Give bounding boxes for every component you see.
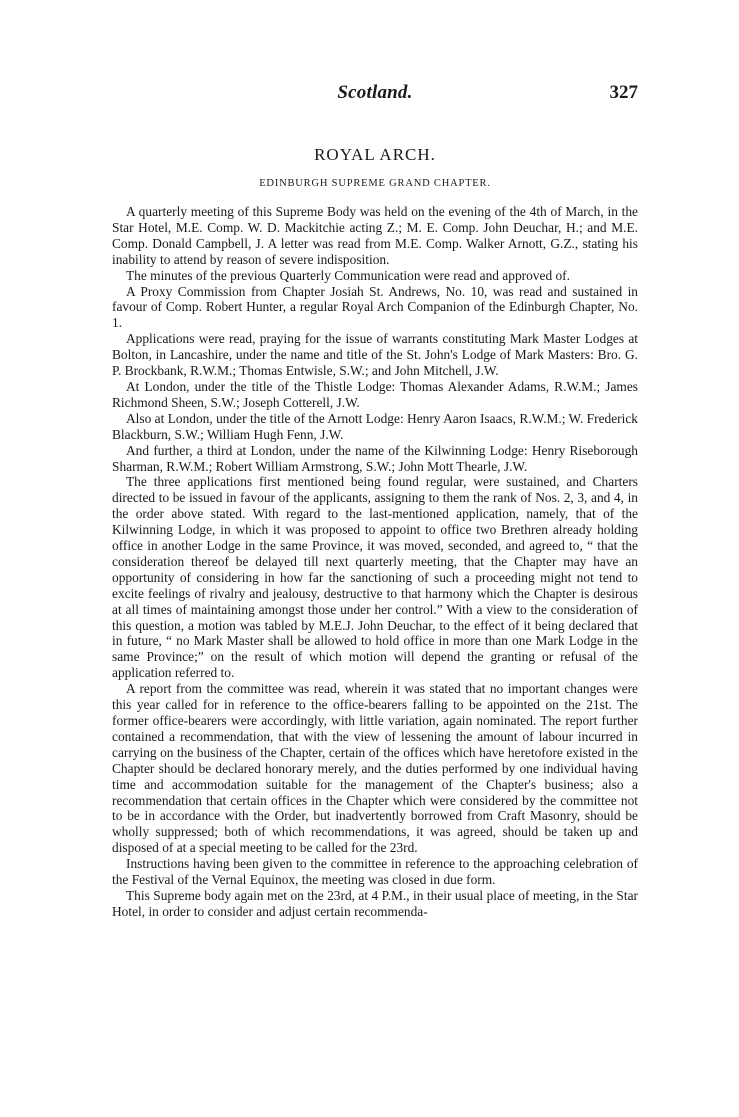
section-subtitle: EDINBURGH SUPREME GRAND CHAPTER. <box>259 178 491 189</box>
paragraph: And further, a third at London, under the name of the Kilwinning Lodge: Henry Riseborough Sharman, R.W.M.; Robert William Armstrong, S.W.; John Mott Thearle, J.W. <box>112 442 638 474</box>
paragraph: A quarterly meeting of this Supreme Body was held on the evening of the 4th of March, in the Star Hotel, M.E. Comp. W. D. Mackitchie acting Z.; M. E. Comp. John Deuchar, H.; and M.E. Comp. Donald Campbell, J. A letter was read from M.E. Comp. Walker Arnott, G.Z., stating his inability to attend by reason of severe indisposition. <box>112 204 638 267</box>
paragraph: The three applications first mentioned being found regular, were sustained, and Charters directed to be issued in favour of the applicants, assigning to them the rank of Nos. 2, 3, and 4, in the order above stated. With regard to the last-mentioned application, namely, that of the Kilwinning Lodge, in which it was proposed to appoint to office two Brethren already holding office in another Lodge in the same Province, it was moved, seconded, and agreed to, “ that the consideration thereof be delayed till next quarterly meeting, that the Chapter may have an opportunity of considering in how far the sanctioning of such a proceeding might not tend to excite feelings of rivalry and jealousy, destructive to that harmony which the Chapter is desirous at all times of maintaining amongst those under her control.” With a view to the consideration of this question, a motion was tabled by M.E.J. John Deuchar, to the effect of it being declared that in future, “ no Mark Master shall be allowed to hold office in more than one Mark Lodge in the same Province;” on the result of which motion will depend the granting or refusal of the application referred to. <box>112 474 638 681</box>
paragraph: A Proxy Commission from Chapter Josiah St. Andrews, No. 10, was read and sustained in favour of Comp. Robert Hunter, a regular Royal Arch Companion of the Edinburgh Chapter, No. 1. <box>112 283 638 331</box>
section-title: ROYAL ARCH. <box>314 145 436 164</box>
paragraph: At London, under the title of the Thistle Lodge: Thomas Alexander Adams, R.W.M.; James Richmond Sheen, S.W.; Joseph Cotterell, J.W. <box>112 378 638 410</box>
paragraph: Applications were read, praying for the issue of warrants constituting Mark Master Lodges at Bolton, in Lancashire, under the name and title of the St. John's Lodge of Mark Masters: Bro. G. P. Brockbank, R.W.M.; Thomas Entwisle, S.W.; and John Mitchell, J.W. <box>112 331 638 379</box>
paragraph: The minutes of the previous Quarterly Communication were read and approved of. <box>126 267 570 283</box>
running-head <box>112 82 638 108</box>
paragraph: A report from the committee was read, wherein it was stated that no important changes were this year called for in reference to the office-bearers falling to be appointed on the 21st. The former office-bearers were accordingly, with little variation, again nominated. The report further contained a recommendation, that with the view of lessening the amount of labour incurred in carrying on the business of the Chapter, certain of the offices which have heretofore existed in the Chapter should be declared honorary merely, and the duties performed by one individual having time and accommodation suitable for the management of the Chapter's business; also a recommendation that certain offices in the Chapter which were considered by the committee not to be in accordance with the Order, but inadvertently borrowed from Craft Masonry, should be wholly suppressed; both of which recommendations, it was agreed, should be taken up and disposed of at a special meeting to be called for the 23rd. <box>112 681 638 856</box>
body-text <box>112 204 638 920</box>
paragraph: Also at London, under the title of the Arnott Lodge: Henry Aaron Isaacs, R.W.M.; W. Frederick Blackburn, S.W.; William Hugh Fenn, J.W. <box>112 410 638 442</box>
paragraph: Instructions having been given to the committee in reference to the approaching celebration of the Festival of the Vernal Equinox, the meeting was closed in due form. <box>112 856 638 888</box>
running-title: Scotland. <box>337 82 413 103</box>
page-number: 327 <box>609 82 638 103</box>
paragraph: This Supreme body again met on the 23rd, at 4 P.M., in their usual place of meeting, in the Star Hotel, in order to consider and adjust certain recommenda- <box>112 887 638 919</box>
